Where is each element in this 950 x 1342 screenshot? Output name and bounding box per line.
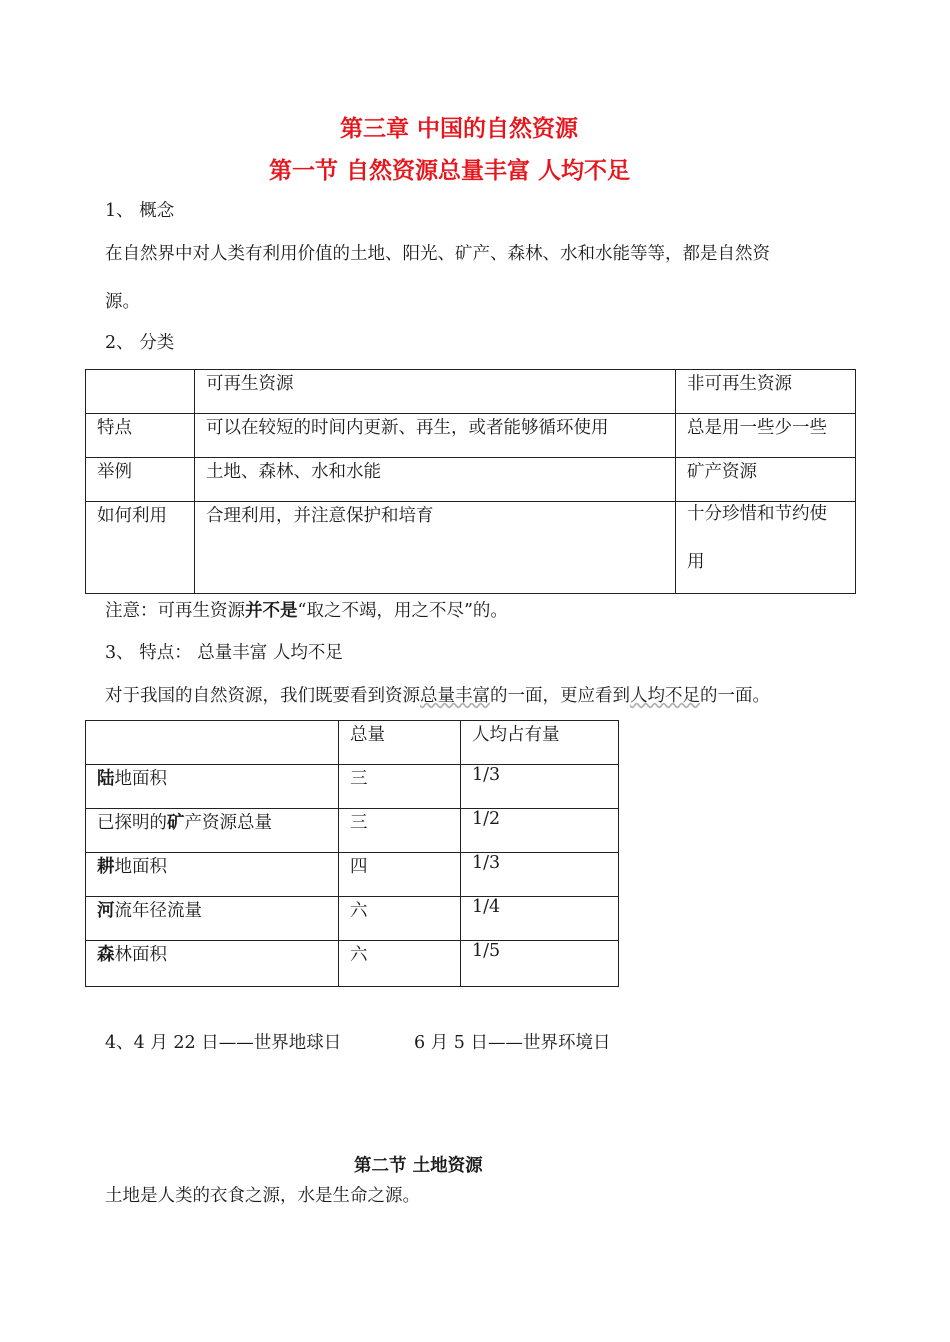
table-cell: 可以在较短的时间内更新、再生，或者能够循环使用 xyxy=(195,414,676,458)
table-cell: 四 xyxy=(339,853,461,897)
environment-day-line: 6 月 5 日——世界环境日 xyxy=(414,1033,611,1053)
table-cell: 三 xyxy=(339,765,461,809)
table-row xyxy=(86,897,619,941)
row-label-rest: 地面积 xyxy=(114,769,167,789)
table-header-cell: 可再生资源 xyxy=(195,370,676,414)
item3-text-part: 的一面，更应看到 xyxy=(490,686,630,706)
row-label: 特点 xyxy=(86,414,195,458)
item3-text xyxy=(105,682,770,707)
table-row xyxy=(86,502,856,594)
row-label: 举例 xyxy=(86,458,195,502)
row-label-first: 已探明的 xyxy=(97,813,167,833)
table-header-row xyxy=(86,721,619,765)
row-label-first-char: 陆 xyxy=(97,769,115,789)
table-header-row xyxy=(86,370,856,414)
table-header-cell: 非可再生资源 xyxy=(676,370,856,414)
item2-heading: 2、 分类 xyxy=(105,333,175,353)
table-cell: 1/4 xyxy=(461,897,619,941)
item1-heading: 1、 概念 xyxy=(105,201,175,221)
classification-table xyxy=(85,369,856,594)
statistics-table xyxy=(85,720,619,987)
table-cell: 土地、森林、水和水能 xyxy=(195,458,676,502)
table-cell-line: 十分珍惜和节约使 xyxy=(687,504,827,524)
table-cell: 矿产资源 xyxy=(676,458,856,502)
table-row xyxy=(86,458,856,502)
item3-text-underlined: 总量丰富 xyxy=(420,686,490,706)
row-label: 如何利用 xyxy=(86,502,195,594)
note-prefix: 注意：可再生资源 xyxy=(105,601,245,621)
row-label-rest: 林面积 xyxy=(114,945,167,965)
table-row xyxy=(86,941,619,987)
row-label-first-char: 河 xyxy=(97,901,115,921)
table-cell: 六 xyxy=(339,897,461,941)
note-emphasis: 并不是 xyxy=(245,601,298,621)
row-label-rest: 产资源总量 xyxy=(184,813,272,833)
table-header-cell xyxy=(86,370,195,414)
section2-text: 土地是人类的衣食之源，水是生命之源。 xyxy=(105,1186,420,1206)
earth-day-line: 4、4 月 22 日——世界地球日 xyxy=(105,1033,342,1053)
table-row xyxy=(86,414,856,458)
chapter-title: 第三章 中国的自然资源 xyxy=(340,116,579,142)
table-header-cell xyxy=(86,721,339,765)
table-cell xyxy=(676,502,856,594)
section2-title: 第二节 土地资源 xyxy=(354,1156,483,1176)
note-line xyxy=(105,597,508,622)
item3-text-underlined: 人均不足 xyxy=(630,686,700,706)
table-cell: 六 xyxy=(339,941,461,987)
table-header-cell: 总量 xyxy=(339,721,461,765)
row-label-rest: 流年径流量 xyxy=(114,901,202,921)
row-label xyxy=(86,853,339,897)
row-label xyxy=(86,765,339,809)
table-cell-line: 用 xyxy=(687,552,705,572)
item1-text-line1: 在自然界中对人类有利用价值的土地、阳光、矿产、森林、水和水能等等，都是自然资 xyxy=(105,244,770,264)
row-label-first-char: 森 xyxy=(97,945,115,965)
item3-text-part: 对于我国的自然资源，我们既要看到资源 xyxy=(105,686,420,706)
table-cell: 总是用一些少一些 xyxy=(676,414,856,458)
table-cell: 三 xyxy=(339,809,461,853)
item1-text-line2: 源。 xyxy=(105,292,140,312)
section1-title: 第一节 自然资源总量丰富 人均不足 xyxy=(269,158,631,184)
table-row xyxy=(86,809,619,853)
table-cell: 1/3 xyxy=(461,853,619,897)
item3-text-part: 的一面。 xyxy=(700,686,770,706)
row-label xyxy=(86,941,339,987)
table-cell: 1/3 xyxy=(461,765,619,809)
row-label-rest: 地面积 xyxy=(114,857,167,877)
row-label xyxy=(86,897,339,941)
table-row xyxy=(86,765,619,809)
table-cell: 1/2 xyxy=(461,809,619,853)
item3-heading: 3、 特点： 总量丰富 人均不足 xyxy=(105,643,343,663)
table-header-cell: 人均占有量 xyxy=(461,721,619,765)
row-label-first-char: 耕 xyxy=(97,857,115,877)
table-row xyxy=(86,853,619,897)
table-cell: 合理利用，并注意保护和培育 xyxy=(195,502,676,594)
row-label-mid-char: 矿 xyxy=(167,813,185,833)
row-label xyxy=(86,809,339,853)
note-suffix: “取之不竭，用之不尽”的。 xyxy=(297,601,508,621)
table-cell: 1/5 xyxy=(461,941,619,987)
